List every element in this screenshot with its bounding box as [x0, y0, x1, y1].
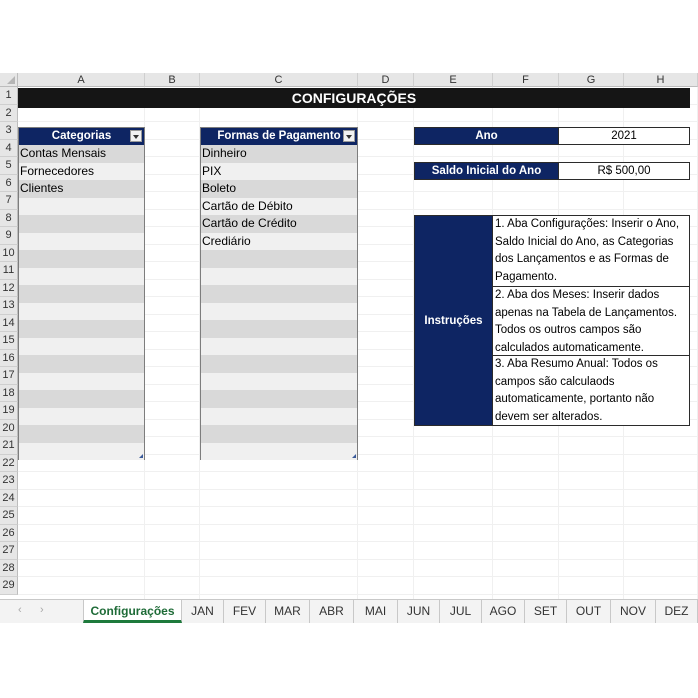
categoria-row[interactable]: Fornecedores — [19, 163, 144, 181]
row-header-10[interactable]: 10 — [0, 245, 18, 263]
sheet-tab-out[interactable]: OUT — [567, 600, 611, 623]
formas-pagamento-header-label: Formas de Pagamento — [217, 130, 341, 142]
grid-hline — [18, 594, 698, 595]
grid-hline — [18, 506, 698, 507]
categoria-row[interactable] — [19, 373, 144, 391]
row-header-6[interactable]: 6 — [0, 175, 18, 193]
sheet-tab-mar[interactable]: MAR — [266, 600, 310, 623]
formas-pagamento-rows — [201, 145, 357, 460]
row-header-24[interactable]: 24 — [0, 490, 18, 508]
categoria-row[interactable]: Contas Mensais — [19, 145, 144, 163]
row-header-21[interactable]: 21 — [0, 437, 18, 455]
formas-pagamento-header — [201, 128, 357, 145]
row-header-15[interactable]: 15 — [0, 332, 18, 350]
sheet-tab-jul[interactable]: JUL — [440, 600, 482, 623]
row-header-19[interactable]: 19 — [0, 402, 18, 420]
column-header-d[interactable]: D — [358, 73, 414, 87]
forma-pagamento-row[interactable] — [201, 320, 357, 338]
row-header-23[interactable]: 23 — [0, 472, 18, 490]
row-header-2[interactable]: 2 — [0, 105, 18, 123]
spreadsheet-grid[interactable] — [0, 73, 698, 599]
forma-pagamento-row[interactable] — [201, 250, 357, 268]
saldo-inicial-label: Saldo Inicial do Ano — [414, 162, 559, 180]
forma-pagamento-row[interactable] — [201, 268, 357, 286]
column-header-b[interactable]: B — [145, 73, 200, 87]
categoria-row[interactable] — [19, 285, 144, 303]
select-all-corner[interactable] — [0, 73, 18, 87]
forma-pagamento-row[interactable] — [201, 373, 357, 391]
categoria-row[interactable] — [19, 390, 144, 408]
categoria-row[interactable] — [19, 268, 144, 286]
row-header-11[interactable]: 11 — [0, 262, 18, 280]
column-header-g[interactable]: G — [559, 73, 624, 87]
instrucao-3[interactable]: 3. Aba Resumo Anual: Todos os campos são calculaods automaticamente, portanto não devem ser alterados. — [492, 355, 690, 426]
row-header-7[interactable]: 7 — [0, 192, 18, 210]
grid-hline — [18, 121, 698, 122]
row-header-3[interactable]: 3 — [0, 122, 18, 140]
sheet-tab-ago[interactable]: AGO — [482, 600, 525, 623]
forma-pagamento-row[interactable]: Cartão de Débito — [201, 198, 357, 216]
sheet-tab-nov[interactable]: NOV — [611, 600, 656, 623]
categoria-row[interactable] — [19, 355, 144, 373]
categoria-row[interactable] — [19, 215, 144, 233]
sheet-tab-jun[interactable]: JUN — [398, 600, 440, 623]
table-resize-handle[interactable] — [352, 454, 356, 458]
forma-pagamento-row[interactable] — [201, 390, 357, 408]
row-header-17[interactable]: 17 — [0, 367, 18, 385]
instrucao-2[interactable]: 2. Aba dos Meses: Inserir dados apenas na Tabela de Lançamentos. Todos os outros campos são calculados automaticamente. — [492, 286, 690, 356]
sheet-tab-dez[interactable]: DEZ — [656, 600, 698, 623]
categorias-rows — [19, 145, 144, 460]
ano-label: Ano — [414, 127, 559, 145]
row-header-14[interactable]: 14 — [0, 315, 18, 333]
row-header-4[interactable]: 4 — [0, 140, 18, 158]
row-header-27[interactable]: 27 — [0, 542, 18, 560]
categoria-row[interactable] — [19, 303, 144, 321]
scroll-tabs-left-icon[interactable]: ‹ — [18, 604, 22, 616]
filter-dropdown-icon[interactable] — [343, 130, 355, 142]
forma-pagamento-row[interactable] — [201, 355, 357, 373]
column-header-e[interactable]: E — [414, 73, 493, 87]
categoria-row[interactable]: Clientes — [19, 180, 144, 198]
forma-pagamento-row[interactable] — [201, 408, 357, 426]
row-header-18[interactable]: 18 — [0, 385, 18, 403]
categoria-row[interactable] — [19, 233, 144, 251]
row-header-26[interactable]: 26 — [0, 525, 18, 543]
sheet-tab-bar — [0, 599, 698, 623]
filter-dropdown-icon[interactable] — [130, 130, 142, 142]
sheet-tab-mai[interactable]: MAI — [354, 600, 398, 623]
categoria-row[interactable] — [19, 320, 144, 338]
row-header-25[interactable]: 25 — [0, 507, 18, 525]
forma-pagamento-row[interactable]: Cartão de Crédito — [201, 215, 357, 233]
sheet-tab-jan[interactable]: JAN — [182, 600, 224, 623]
forma-pagamento-row[interactable] — [201, 443, 357, 461]
sheet-tab-abr[interactable]: ABR — [310, 600, 354, 623]
forma-pagamento-row[interactable]: Boleto — [201, 180, 357, 198]
forma-pagamento-row[interactable]: PIX — [201, 163, 357, 181]
grid-hline — [18, 471, 698, 472]
row-header-28[interactable]: 28 — [0, 560, 18, 578]
column-header-f[interactable]: F — [493, 73, 559, 87]
sheet-title: CONFIGURAÇÕES — [18, 88, 690, 108]
row-header-5[interactable]: 5 — [0, 157, 18, 175]
row-header-12[interactable]: 12 — [0, 280, 18, 298]
table-resize-handle[interactable] — [139, 454, 143, 458]
row-header-8[interactable]: 8 — [0, 210, 18, 228]
scroll-tabs-right-icon[interactable]: › — [40, 604, 44, 616]
categoria-row[interactable] — [19, 198, 144, 216]
column-header-a[interactable]: A — [18, 73, 145, 87]
column-header-c[interactable]: C — [200, 73, 358, 87]
row-header-13[interactable]: 13 — [0, 297, 18, 315]
forma-pagamento-row[interactable]: Crediário — [201, 233, 357, 251]
categorias-table[interactable] — [18, 127, 145, 460]
forma-pagamento-row[interactable] — [201, 285, 357, 303]
row-header-1[interactable]: 1 — [0, 87, 18, 105]
categoria-row[interactable] — [19, 408, 144, 426]
categoria-row[interactable] — [19, 338, 144, 356]
grid-hline — [18, 541, 698, 542]
sheet-tab-set[interactable]: SET — [525, 600, 567, 623]
forma-pagamento-row[interactable] — [201, 425, 357, 443]
row-header-16[interactable]: 16 — [0, 350, 18, 368]
grid-hline — [18, 524, 698, 525]
instrucoes-label-text: Instruções — [424, 314, 483, 327]
grid-hline — [18, 576, 698, 577]
forma-pagamento-row[interactable] — [201, 303, 357, 321]
instrucoes-label — [414, 215, 493, 426]
column-header-h[interactable]: H — [624, 73, 698, 87]
categorias-header-label: Categorias — [51, 130, 112, 142]
forma-pagamento-row[interactable]: Dinheiro — [201, 145, 357, 163]
categorias-header — [19, 128, 144, 145]
grid-hline — [18, 489, 698, 490]
sheet-tab-fev[interactable]: FEV — [224, 600, 266, 623]
categoria-row[interactable] — [19, 250, 144, 268]
sheet-tab-configuracoes[interactable]: Configurações — [83, 600, 182, 623]
grid-hline — [18, 559, 698, 560]
ano-value-cell[interactable]: 2021 — [558, 127, 690, 145]
forma-pagamento-row[interactable] — [201, 338, 357, 356]
instrucao-1[interactable]: 1. Aba Configurações: Inserir o Ano, Saldo Inicial do Ano, as Categorias dos Lançamentos e as Formas de Pagamento. — [492, 215, 690, 287]
formas-pagamento-table[interactable] — [200, 127, 358, 460]
row-header-22[interactable]: 22 — [0, 455, 18, 473]
row-header-29[interactable]: 29 — [0, 577, 18, 595]
categoria-row[interactable] — [19, 425, 144, 443]
row-header-9[interactable]: 9 — [0, 227, 18, 245]
row-header-20[interactable]: 20 — [0, 420, 18, 438]
saldo-inicial-value-cell[interactable]: R$ 500,00 — [558, 162, 690, 180]
categoria-row[interactable] — [19, 443, 144, 461]
